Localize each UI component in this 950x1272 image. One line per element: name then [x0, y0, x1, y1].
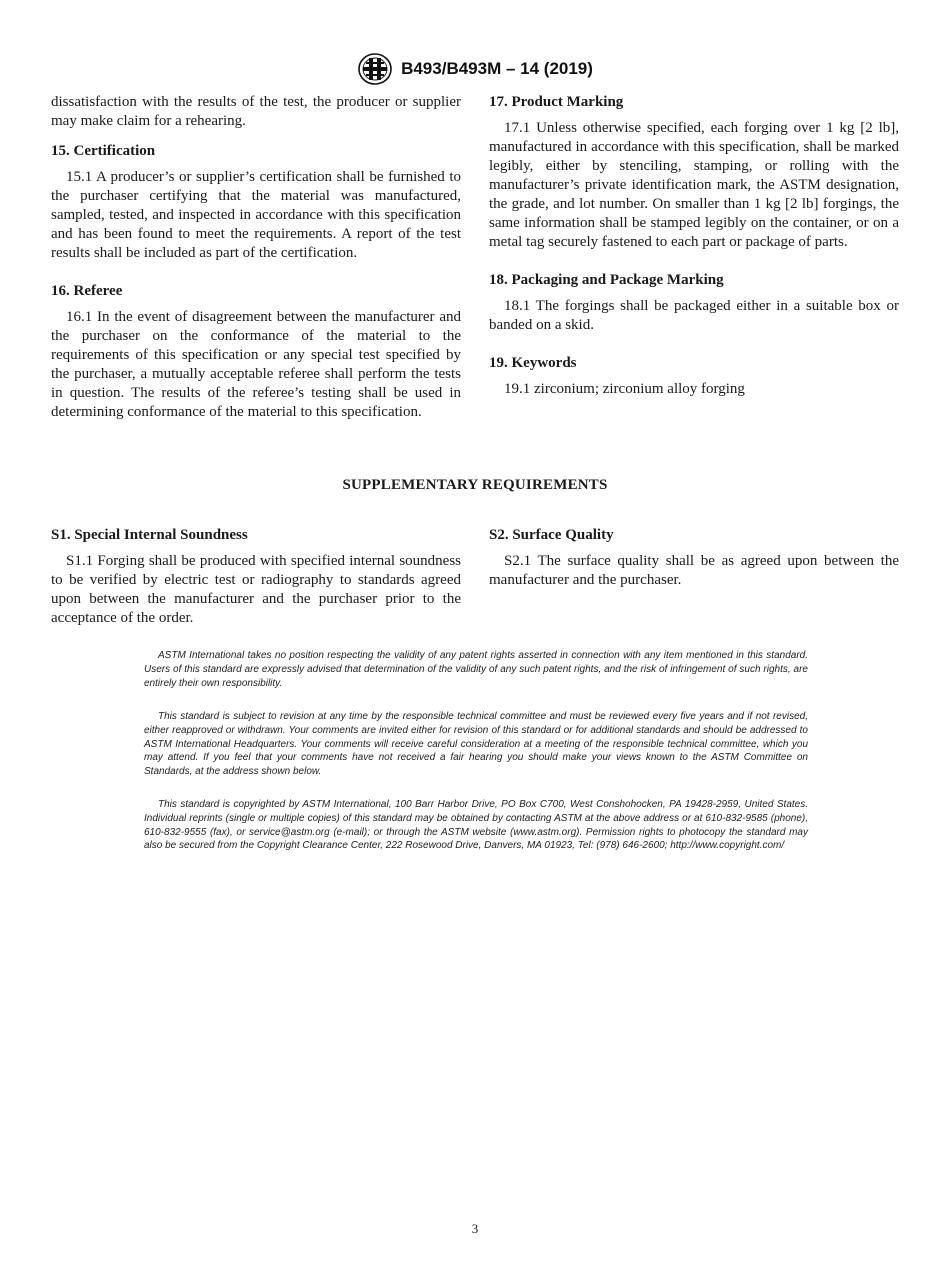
section-heading: 17. Product Marking [489, 94, 624, 110]
section-keywords [489, 354, 899, 399]
right-column [489, 93, 899, 418]
section-paragraph: S1.1 Forging shall be produced with specified internal soundness to be verified by electric test or radiography to standards agreed upon between the manufacturer and the purchaser prior to the acceptance of the order. [51, 553, 461, 626]
astm-logo-icon [357, 52, 393, 86]
section-paragraph: 18.1 The forgings shall be packaged either in a suitable box or banded on a skid. [489, 298, 899, 333]
standard-designation: B493/B493M – 14 (2019) [401, 59, 593, 78]
section-heading: S1. Special Internal Soundness [51, 527, 248, 543]
fine-print-paragraph: This standard is subject to revision at any time by the responsible technical committee and must be reviewed every five years and if not revised, either reapproved or withdrawn. Your comments are invited either for revision of this standard or for additional standards and should be addressed to ASTM International Headquarters. Your comments will receive careful consideration at a meeting of the responsible technical committee, which you may attend. If you feel that your comments have not received a fair hearing you should make your views known to the ASTM Committee on Standards, at the address shown below. [144, 711, 808, 778]
section-paragraph: 15.1 A producer’s or supplier’s certification shall be furnished to the purchaser certifying that the material was manufactured, sampled, tested, and inspected in accordance with this specification and has been found to meet the requirements. A report of the test results shall be included as part of the certification. [51, 169, 461, 261]
section-paragraph: 17.1 Unless otherwise specified, each forging over 1 kg [2 lb], manufactured in accordance with this specification, shall be marked legibly, either by stenciling, stamping, or rolling with the manufacturer’s private identification mark, the ASTM designation, the grade, and lot number. On smaller than 1 kg [2 lb] forgings, the same information shall be stamped legibly on the container, or on a metal tag securely fastened to each part or package of parts. [489, 120, 899, 250]
revision-notice [144, 710, 808, 779]
continued-paragraph: dissatisfaction with the results of the test, the producer or supplier may make claim for a rehearing. [51, 94, 461, 129]
section-product-marking [489, 93, 899, 252]
copyright-notice [144, 798, 808, 853]
left-column [51, 93, 461, 441]
section-certification [51, 142, 461, 263]
supplementary-s2 [489, 526, 899, 590]
section-heading: 16. Referee [51, 283, 123, 299]
fine-print-paragraph: This standard is copyrighted by ASTM International, 100 Barr Harbor Drive, PO Box C700, West Conshohocken, PA 19428-2959, United States. Individual reprints (single or multiple copies) of this standard may be obtained by contacting ASTM at the above address or at 610-832-9585 (phone), 610-832-9555 (fax), or service@astm.org (e-mail); or through the ASTM website (www.astm.org). Permission rights to photocopy the standard may also be secured from the Copyright Clearance Center, 222 Rosewood Drive, Danvers, MA 01923, Tel: (978) 646-2600; http://www.copyright.com/ [144, 799, 808, 852]
supplementary-title: SUPPLEMENTARY REQUIREMENTS [342, 477, 608, 493]
fine-print-paragraph: ASTM International takes no position respecting the validity of any patent rights asserted in connection with any item mentioned in this standard. Users of this standard are expressly advised that determination of the validity of any such patent rights, and the risk of infringement of such rights, are entirely their own responsibility. [144, 650, 808, 689]
supplementary-s1 [51, 526, 461, 628]
page-number: 3 [471, 1221, 479, 1236]
section-paragraph: 19.1 zirconium; zirconium alloy forging [504, 381, 745, 397]
section-paragraph: S2.1 The surface quality shall be as agreed upon between the manufacturer and the purchaser. [489, 553, 899, 588]
section-heading: S2. Surface Quality [489, 527, 614, 543]
section-heading: 18. Packaging and Package Marking [489, 272, 724, 288]
section-referee [51, 282, 461, 422]
page-header [0, 52, 950, 86]
section-packaging [489, 271, 899, 335]
section-paragraph: 16.1 In the event of disagreement between the manufacturer and the purchaser on the conformance of the material to the requirements of this specification or any special test specified by the purchaser, a mutually acceptable referee shall perform the tests in question. The results of the referee’s testing shall be used in determining conformance of the material to this specification. [51, 309, 461, 420]
section-heading: 15. Certification [51, 143, 156, 159]
section-heading: 19. Keywords [489, 355, 577, 371]
patent-notice [144, 649, 808, 690]
